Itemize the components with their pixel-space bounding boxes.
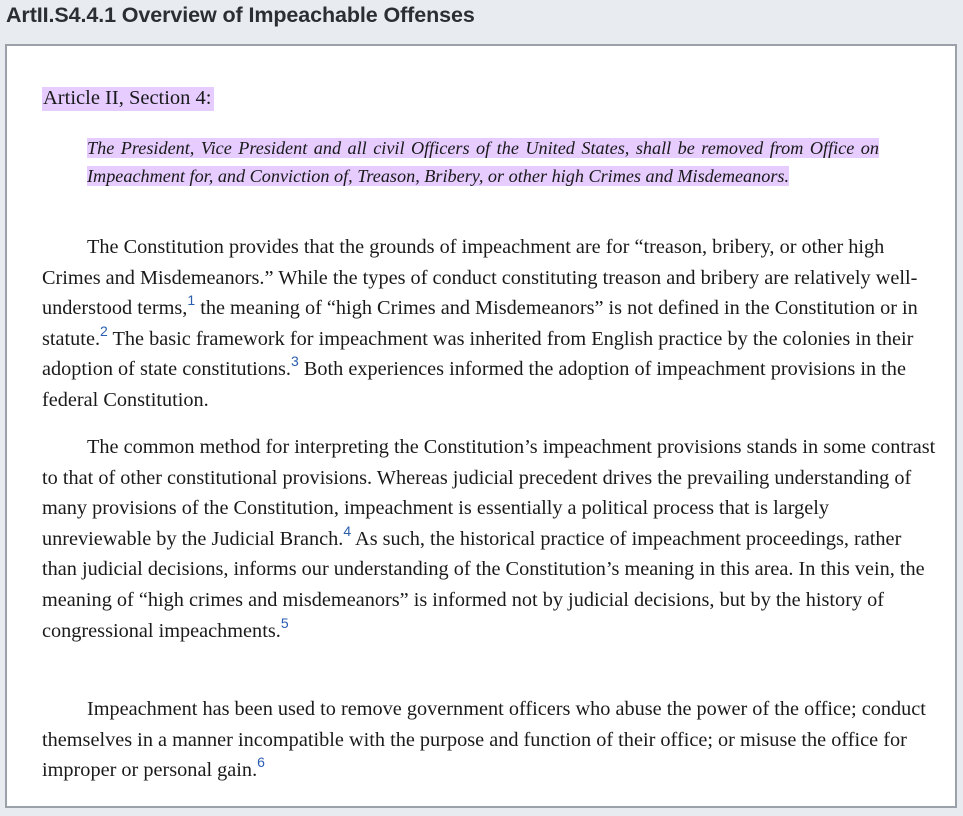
section-label: Article II, Section 4: xyxy=(43,87,212,109)
paragraph-text: the meaning of “high Crimes and Misdemeanors” is not defined in the Constitution or in statute. xyxy=(42,297,918,350)
paragraph-3 xyxy=(42,694,938,786)
page-title: ArtII.S4.4.1 Overview of Impeachable Offenses xyxy=(6,3,475,27)
footnote-link-2[interactable]: 2 xyxy=(100,322,108,339)
footnote-link-6[interactable]: 6 xyxy=(257,754,265,771)
paragraph-text: The common method for interpreting the Constitution’s impeachment provisions stands in some contrast to that of other constitutional provisions. Whereas judicial precedent drives the prevailing understanding of many provisions of the Constitution, impeachment is essentially a political process that is largely unreviewable by the Judicial Branch. xyxy=(42,436,936,550)
paragraph-text: The basic framework for impeachment was inherited from English practice by the colonies in their adoption of state constitutions. xyxy=(42,327,914,381)
paragraph-text: Both experiences informed the adoption of impeachment provisions in the federal Constitution. xyxy=(42,358,906,411)
content-panel xyxy=(5,44,957,808)
paragraph-text: Impeachment has been used to remove government officers who abuse the power of the office; conduct themselves in a manner incompatible with the purpose and function of their office; or misuse the office for improper or personal gain. xyxy=(42,698,926,782)
paragraph-text: As such, the historical practice of impeachment proceedings, rather than judicial decisions, informs our understanding of the Constitution’s meaning in this area. In this vein, the meaning of “high crimes and misdemeanors” is informed not by judicial decisions, but by the history of congressional impeachments. xyxy=(42,527,925,642)
footnote-link-3[interactable]: 3 xyxy=(290,353,299,370)
constitution-clause xyxy=(87,134,879,190)
footnote-link-1[interactable]: 1 xyxy=(187,292,196,309)
clause-text: The President, Vice President and all civil Officers of the United States, shall be removed from Office on Impeachment for, and Conviction of, Treason, Bribery, or other high Crimes and Misdemeanors. xyxy=(87,138,879,186)
footnote-link-5[interactable]: 5 xyxy=(280,614,289,631)
footnote-link-4[interactable]: 4 xyxy=(343,522,352,539)
paragraph-2 xyxy=(42,432,938,646)
paragraph-1 xyxy=(42,232,938,416)
paragraph-text: The Constitution provides that the grounds of impeachment are for “treason, bribery, or other high Crimes and Misdemeanors.” While the types of conduct constituting treason and bribery are relatively well-understood terms, xyxy=(42,236,918,320)
